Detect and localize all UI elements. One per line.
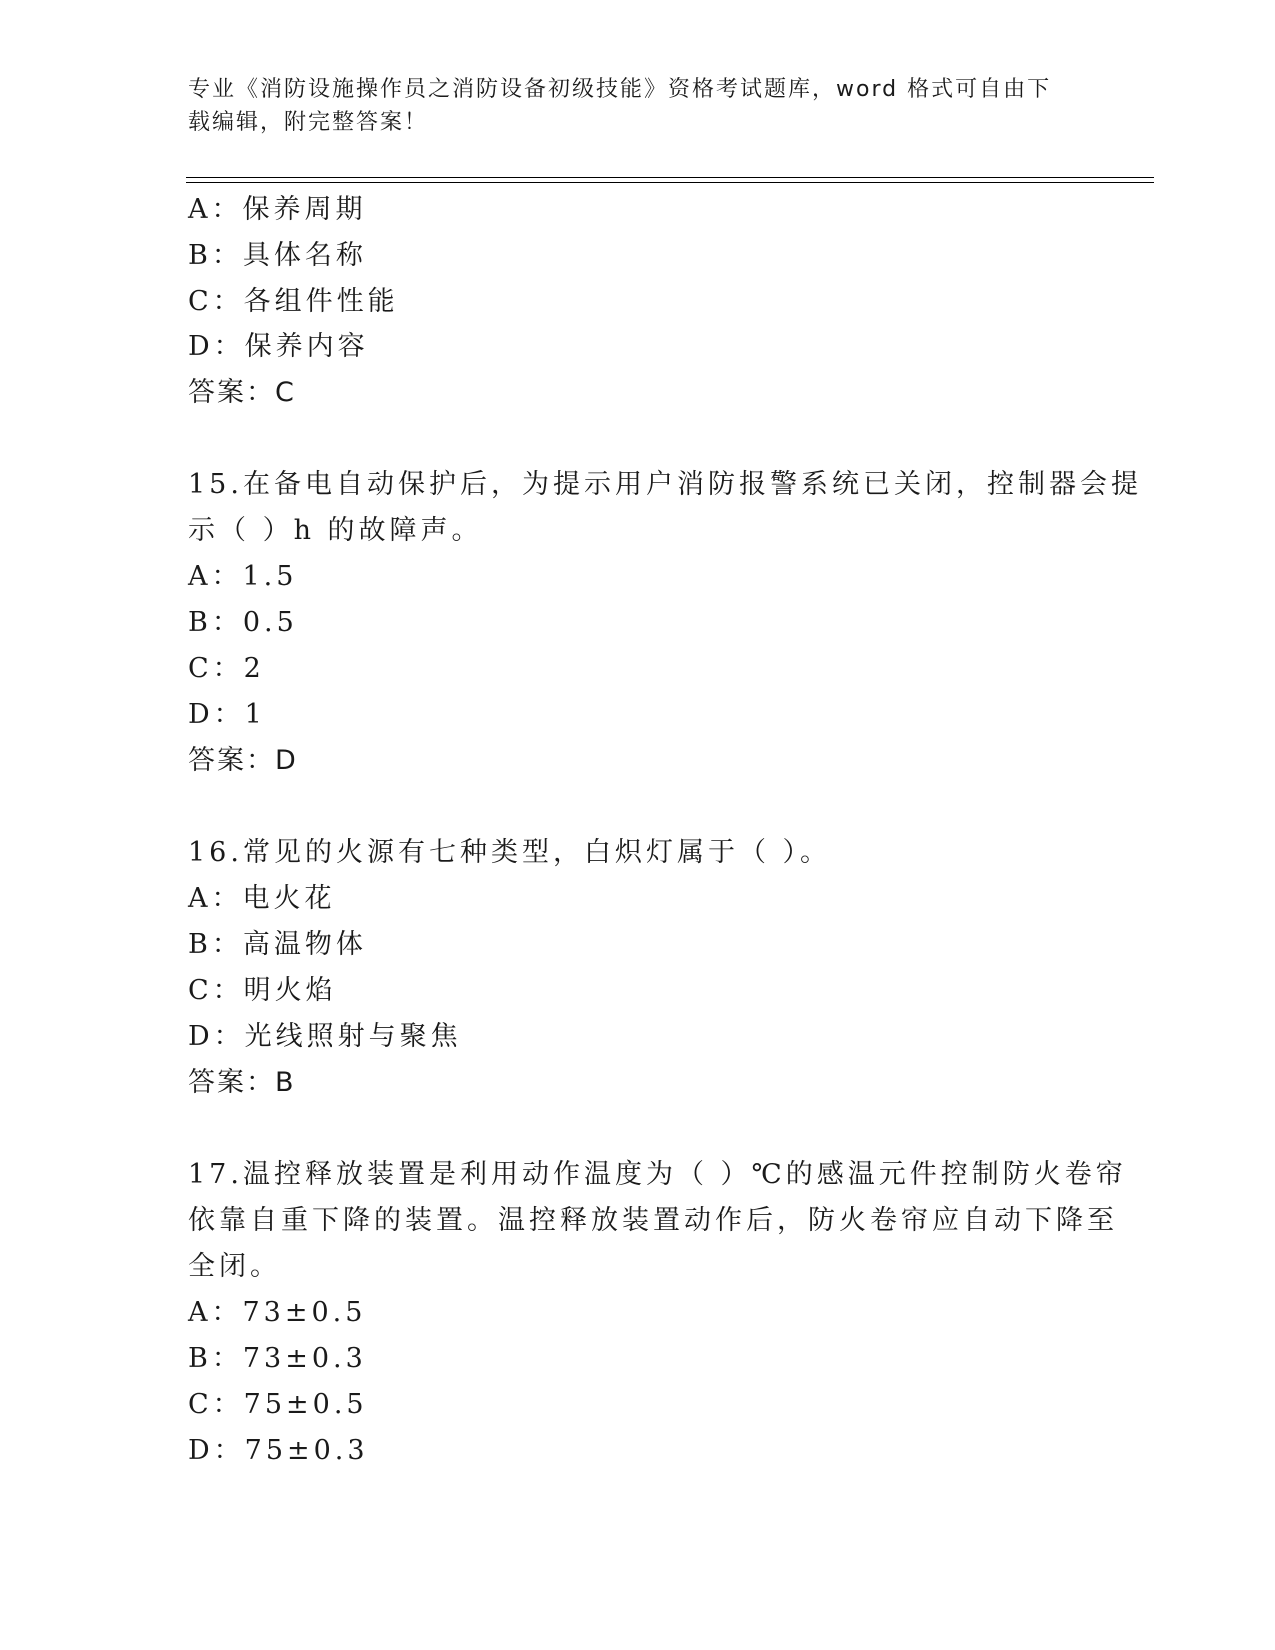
- q14-option-c: C：各组件性能: [188, 286, 399, 317]
- q16-stem-line-1: 16.常见的火源有七种类型，白炽灯属于（ ）。: [188, 837, 832, 868]
- header-line-2: 载编辑，附完整答案！: [188, 110, 429, 135]
- q15-option-a: A：1.5: [188, 561, 298, 592]
- q17-stem-line-3: 全闭。: [188, 1251, 281, 1282]
- header-divider-top: [186, 177, 1154, 178]
- q16-option-b: B：高温物体: [188, 929, 367, 960]
- q16-answer: 答案：B: [188, 1067, 296, 1098]
- q15-answer: 答案：D: [188, 745, 298, 776]
- q17-stem-line-1: 17.温控释放装置是利用动作温度为（ ）℃的感温元件控制防火卷帘: [188, 1159, 1127, 1190]
- q15-option-b: B：0.5: [188, 607, 298, 638]
- q14-option-d: D：保养内容: [188, 331, 369, 362]
- q16-option-a: A：电火花: [188, 883, 336, 914]
- q14-answer: 答案：C: [188, 377, 296, 408]
- q14-option-a: A：保养周期: [188, 194, 367, 225]
- header-line-1: 专业《消防设施操作员之消防设备初级技能》资格考试题库，word 格式可自由下: [188, 77, 1052, 102]
- q16-option-c: C：明火焰: [188, 975, 337, 1006]
- q15-stem-line-2: 示（ ）h 的故障声。: [188, 515, 483, 546]
- q17-option-b: B：73±0.3: [188, 1343, 367, 1374]
- q17-stem-line-2: 依靠自重下降的装置。温控释放装置动作后，防火卷帘应自动下降至: [188, 1205, 1118, 1236]
- document-header: [188, 73, 1088, 139]
- q15-option-d: D：1: [188, 699, 266, 730]
- q14-option-b: B：具体名称: [188, 240, 367, 271]
- q15-stem-line-1: 15.在备电自动保护后，为提示用户消防报警系统已关闭，控制器会提: [188, 469, 1142, 500]
- header-divider-bottom: [186, 182, 1154, 183]
- q17-option-d: D：75±0.3: [188, 1435, 369, 1466]
- q17-option-c: C：75±0.5: [188, 1389, 368, 1420]
- q15-option-c: C：2: [188, 653, 265, 684]
- q17-option-a: A：73±0.5: [188, 1297, 367, 1328]
- q16-option-d: D：光线照射与聚焦: [188, 1021, 462, 1052]
